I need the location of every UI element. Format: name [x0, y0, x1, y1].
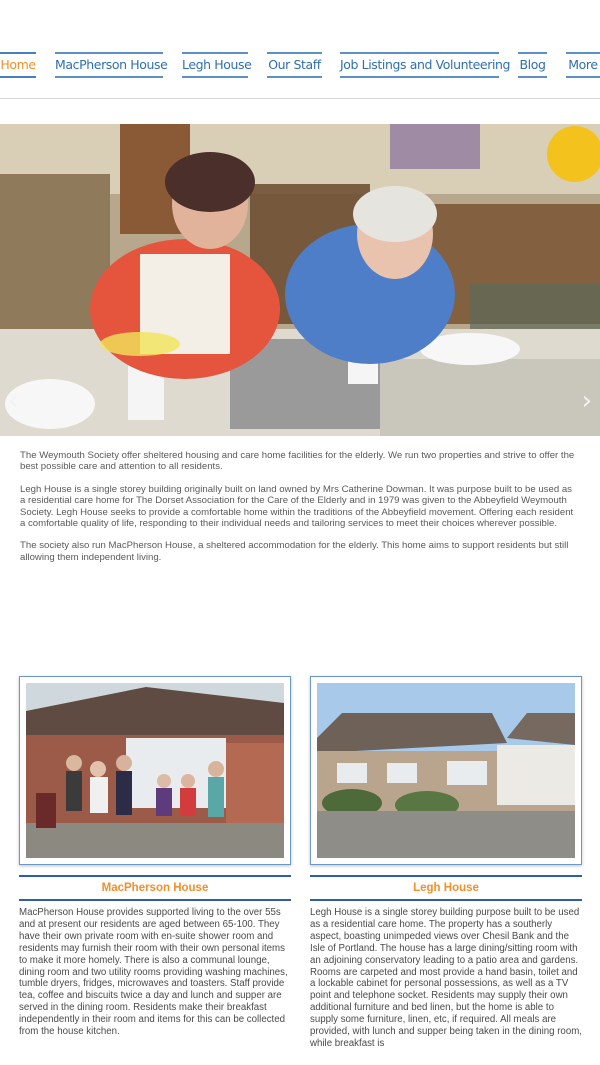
macpherson-description: MacPherson House provides supported living to the over 55s and at present our residents are aged between 65-100. They have their own private room with en-suite shower room and residents may furnish their room with their own personal items to make it more homely. There is also a communal lounge, dining room and two utility rooms providing washing machines, tumble dryers, fridges, microwaves and toasters. Staff provide tea, coffee and biscuits twice a day and lunch and supper are served in the dining room. Residents make their breakfast independently in their room and items for this can be collected from the house kitchen.	[19, 907, 288, 1038]
slide-image	[0, 124, 600, 436]
legh-card	[310, 676, 582, 1050]
nav-macpherson-house[interactable]: MacPherson House	[55, 52, 163, 78]
legh-title-rule-bottom	[310, 899, 582, 901]
legh-title[interactable]: Legh House	[413, 882, 479, 894]
macpherson-title-rule-bottom	[19, 899, 291, 901]
intro-paragraph-1: The Weymouth Society offer sheltered housing and care home facilities for the elderly. We run two properties and strive to offer the best possible care and attention to all residents.	[20, 450, 575, 473]
chevron-left-icon[interactable]: ‹	[8, 386, 19, 416]
nav-divider	[0, 98, 600, 99]
nav-more[interactable]: More	[566, 52, 600, 78]
nav-home[interactable]: Home	[0, 52, 36, 78]
intro-paragraph-3: The society also run MacPherson House, a sheltered accommodation for the elderly. This home aims to support residents but still allowing them independent living.	[20, 540, 569, 563]
hero-slideshow[interactable]	[0, 124, 600, 436]
macpherson-photo	[26, 683, 284, 858]
macpherson-card	[19, 676, 291, 1038]
nav-job-listings[interactable]: Job Listings and Volunteering	[340, 52, 499, 78]
main-nav	[0, 44, 600, 84]
macpherson-title[interactable]: MacPherson House	[101, 882, 209, 894]
legh-description: Legh House is a single storey building purpose built to be used as a residential care home. The property has a southerly aspect, boasting unimpeded views over Chesil Bank and the Isle of Portland. The house has a large dining/sitting room with an adjoining conservatory leading to a patio area and gardens. Rooms are carpeted and most provide a hand basin, toilet and a lockable cabinet for personal possessions, as well as a TV point and telephone socket. Residents may supply their own additional furniture and bed linen, but the home is able to supply some furniture, linen, etc, if required. All meals are provided, with lunch and supper being taken in the dining room, while breakfast is	[310, 907, 582, 1049]
legh-photo-frame[interactable]	[310, 676, 582, 865]
macpherson-photo-frame[interactable]	[19, 676, 291, 865]
nav-our-staff[interactable]: Our Staff	[267, 52, 322, 78]
chevron-right-icon[interactable]: ›	[581, 386, 592, 416]
intro-section	[20, 450, 578, 574]
nav-legh-house[interactable]: Legh House	[182, 52, 248, 78]
nav-blog[interactable]: Blog	[518, 52, 547, 78]
legh-photo	[317, 683, 575, 858]
intro-paragraph-2: Legh House is a single storey building originally built on land owned by Mrs Catherine Dowman. It was purpose built to be used as a residential care home for The Dorset Association for the Care of the Elderly and in 1979 was given to the Abbeyfield Weymouth Society. Legh House seeks to provide a comfortable home within the traditions of the Abbeyfield movement. Offering each resident a comfortable quality of life, responding to their individual needs and tailoring services to meet their choices wherever possible.	[20, 483, 574, 530]
